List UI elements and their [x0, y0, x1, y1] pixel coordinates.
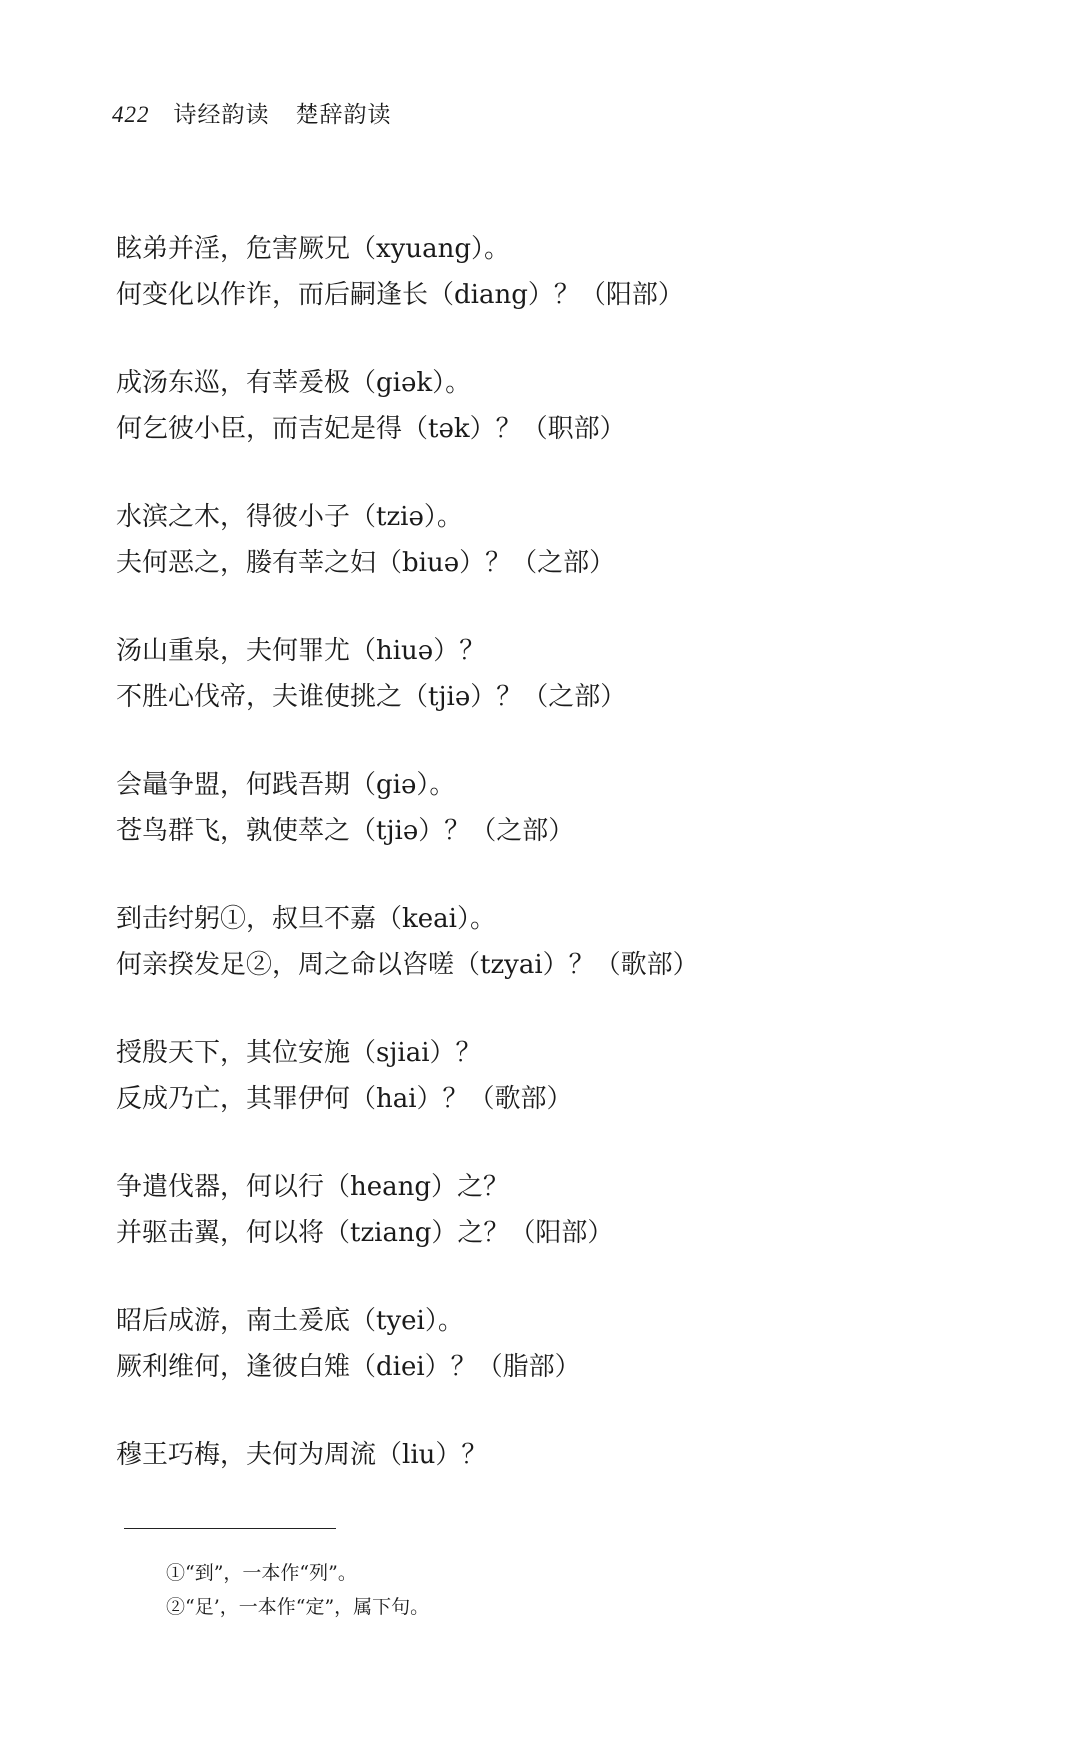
- poem-line: 争遣伐器，何以行（heang）之？: [116, 1172, 510, 1202]
- stanza: [116, 762, 1016, 854]
- footnote-1: ①“到”，一本作“列”。: [166, 1562, 357, 1584]
- poem-line: 不胜心伐帝，夫谁使挑之（tjiə）？（之部）: [116, 682, 627, 712]
- stanza: [116, 1432, 1016, 1478]
- page-header: [112, 96, 392, 129]
- stanza: [116, 628, 1016, 720]
- poem-line: 何亲揆发足②，周之命以咨嗟（tzyai）？（歌部）: [116, 950, 699, 980]
- poem-line: 到击纣躬①，叔旦不嘉（keai）。: [116, 904, 496, 934]
- poem-line: 汤山重泉，夫何罪尤（hiuə）？: [116, 636, 486, 666]
- poem-line: 何乞彼小臣，而吉妃是得（tək）？（职部）: [116, 414, 626, 444]
- stanza: [116, 226, 1016, 318]
- stanza: [116, 494, 1016, 586]
- poem-line: 厥利维何，逢彼白雉（diei）？（脂部）: [116, 1352, 581, 1382]
- poem-line: 穆王巧梅，夫何为周流（liu）？: [116, 1440, 488, 1470]
- footnote-2: ②“足’，一本作“定”，属下句。: [166, 1596, 430, 1618]
- stanza: [116, 1298, 1016, 1390]
- poem-line: 何变化以作诈，而后嗣逢长（diang）？（阳部）: [116, 280, 684, 310]
- poem-line: 成汤东巡，有莘爰极（giək）。: [116, 368, 472, 398]
- page-number: 422: [112, 102, 150, 127]
- book-title-1: 诗经韵读: [173, 102, 270, 128]
- poem-line: 眩弟并淫，危害厥兄（xyuang）。: [116, 234, 510, 264]
- poem-line: 昭后成游，南土爰底（tyei）。: [116, 1306, 464, 1336]
- stanza: [116, 1030, 1016, 1122]
- poem-line: 夫何恶之，媵有莘之妇（biuə）？（之部）: [116, 548, 616, 578]
- footnote-divider: [124, 1528, 336, 1529]
- poem-body: [116, 226, 1016, 1520]
- book-title-2: 楚辞韵读: [295, 102, 392, 128]
- stanza: [116, 360, 1016, 452]
- poem-line: 授殷天下，其位安施（sjiai）？: [116, 1038, 482, 1068]
- poem-line: 水滨之木，得彼小子（tziə）。: [116, 502, 463, 532]
- stanza: [116, 1164, 1016, 1256]
- poem-line: 并驱击翼，何以将（tziang）之？（阳部）: [116, 1218, 614, 1248]
- poem-line: 反成乃亡，其罪伊何（hai）？（歌部）: [116, 1084, 573, 1114]
- footnotes: [166, 1556, 429, 1624]
- poem-line: 苍鸟群飞，孰使萃之（tjiə）？（之部）: [116, 816, 575, 846]
- stanza: [116, 896, 1016, 988]
- poem-line: 会鼂争盟，何践吾期（giə）。: [116, 770, 456, 800]
